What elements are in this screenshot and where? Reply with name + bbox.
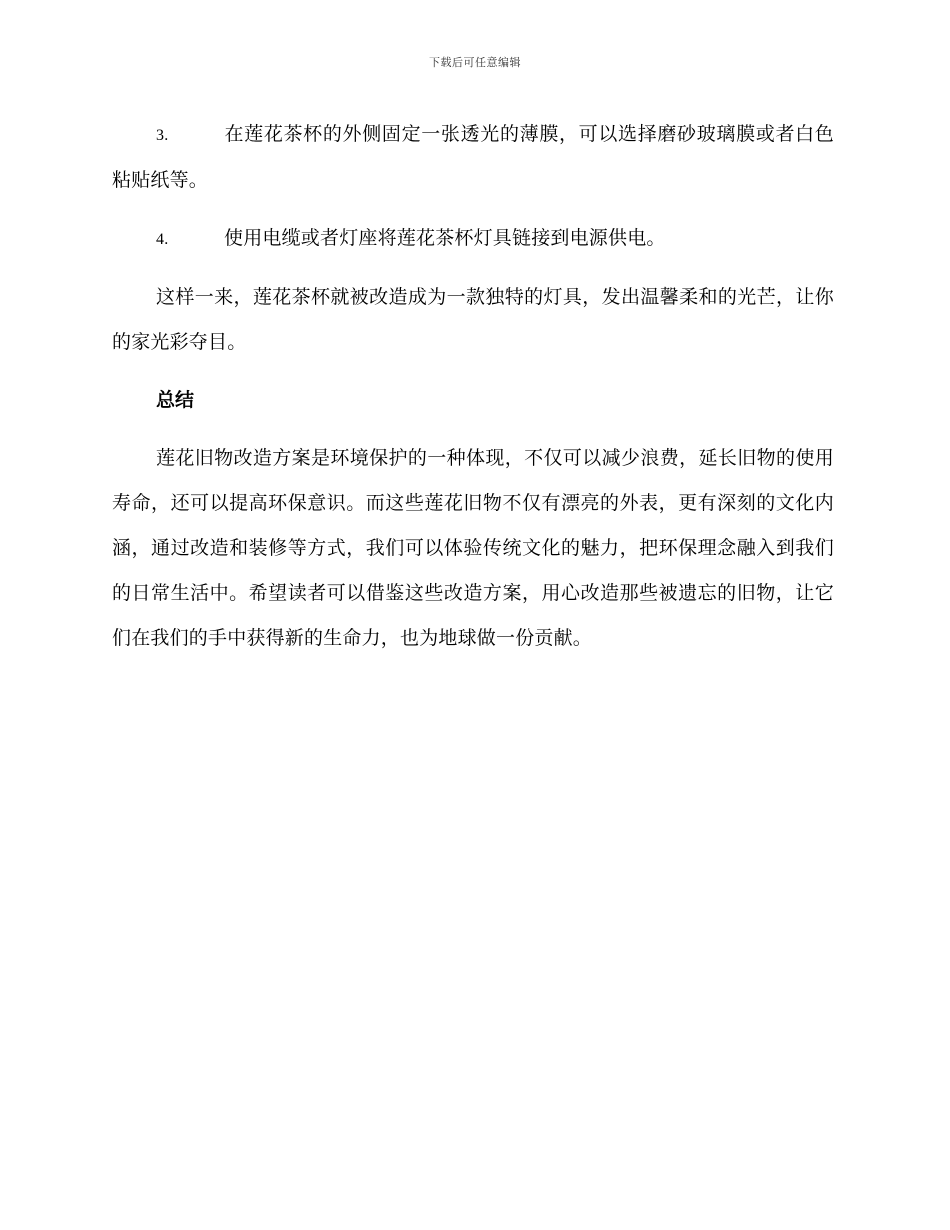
list-number-4: 4. [156, 231, 169, 248]
list-text-4: 使用电缆或者灯座将莲花茶杯灯具链接到电源供电。 [224, 227, 666, 249]
section-heading-summary: 总结 [156, 389, 195, 411]
list-text-3: 在莲花茶杯的外侧固定一张透光的薄膜，可以选择磨砂玻璃膜或者白色粘贴纸等。 [112, 123, 834, 191]
paragraph-result: 这样一来，莲花茶杯就被改造成为一款独特的灯具，发出温馨柔和的光芒，让你的家光彩夺目。 [112, 286, 834, 353]
page-header: 下载后可任意编辑 [429, 56, 521, 69]
list-item-3 [112, 112, 834, 203]
document-body [112, 112, 834, 674]
list-item-4 [112, 216, 834, 262]
paragraph-summary: 莲花旧物改造方案是环境保护的一种体现，不仅可以减少浪费，延长旧物的使用寿命，还可以提高环保意识。而这些莲花旧物不仅有漂亮的外表，更有深刻的文化内涵，通过改造和装修等方式，我们可以体验传统文化的魅力，把环保理念融入到我们的日常生活中。希望读者可以借鉴这些改造方案，用心改造那些被遗忘的旧物，让它们在我们的手中获得新的生命力，也为地球做一份贡献。 [112, 447, 834, 649]
list-number-3: 3. [156, 127, 169, 144]
